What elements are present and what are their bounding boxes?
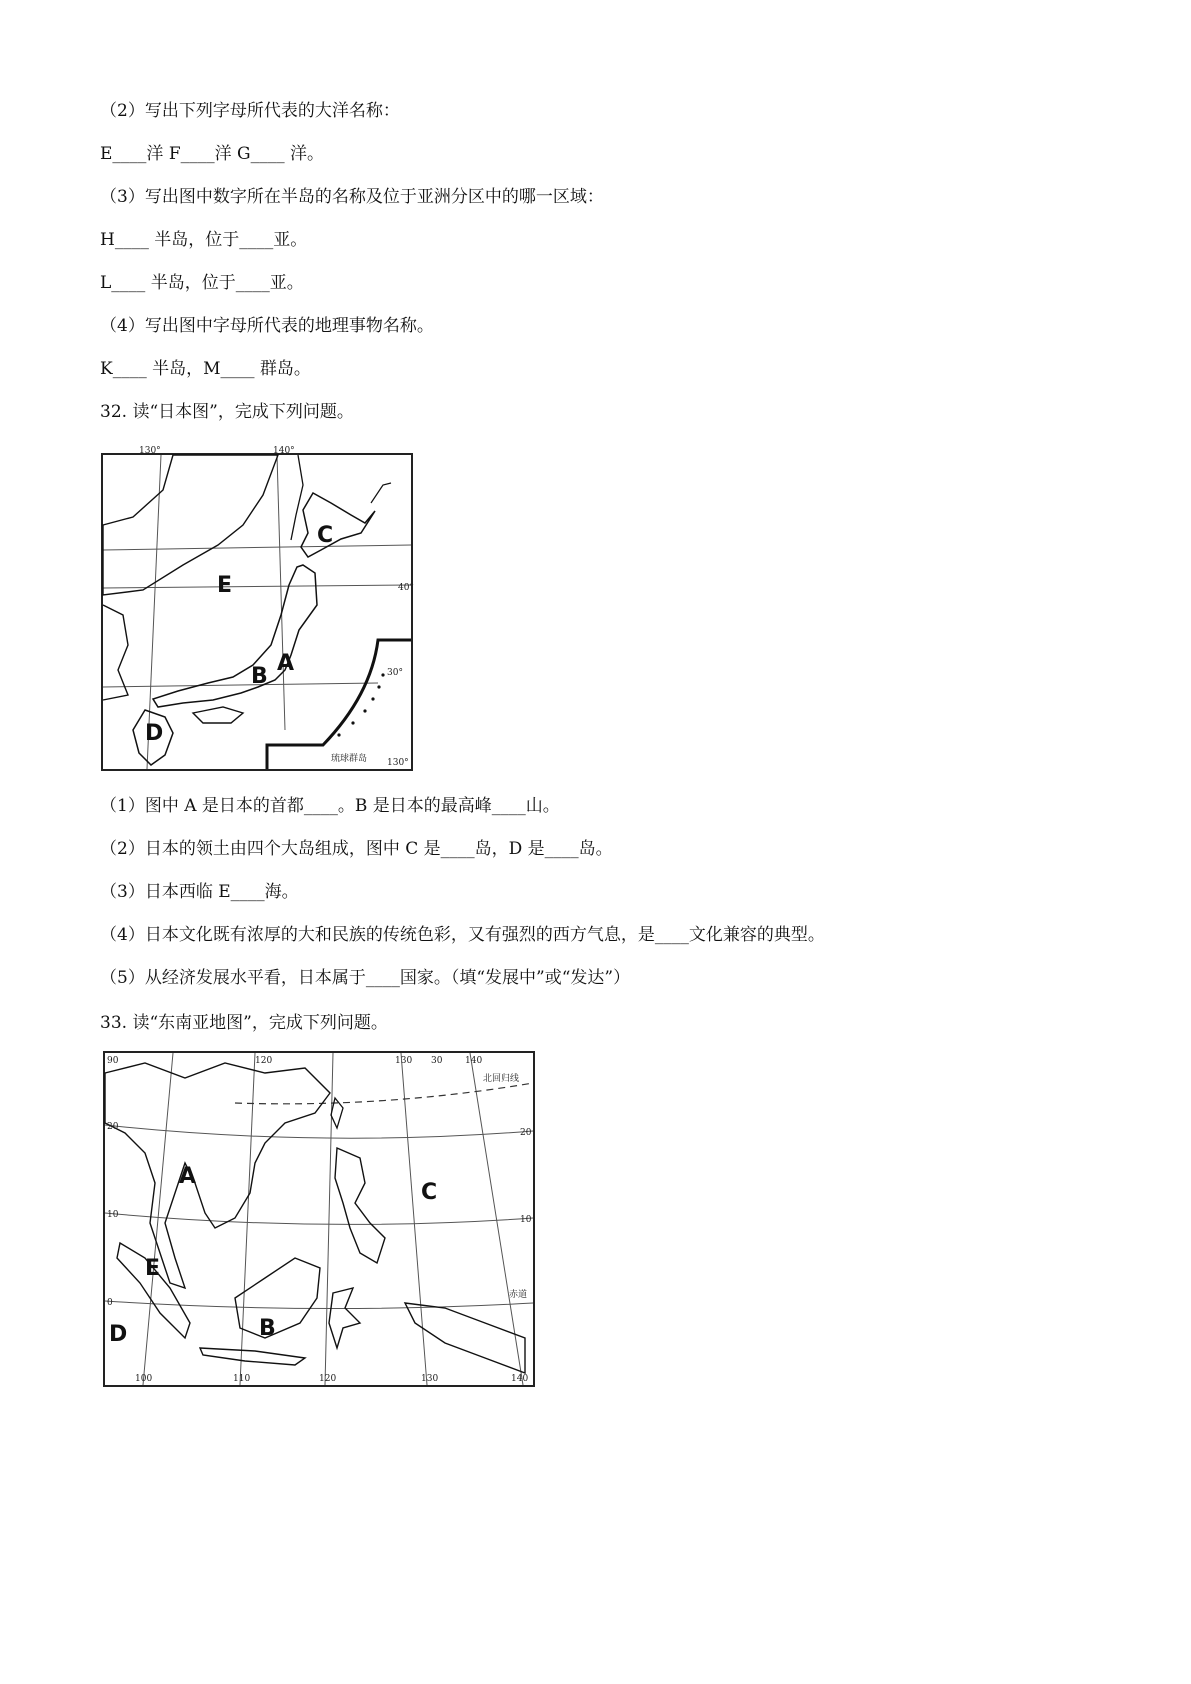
- se-top-tick-90: 90: [107, 1056, 119, 1066]
- q32-question-2: （2）日本的领土由四个大岛组成，图中 C 是____岛，D 是____岛。: [100, 839, 613, 859]
- japan-label-a: A: [277, 651, 295, 676]
- q32-question-1: （1）图中 A 是日本的首都____。B 是日本的最高峰____山。: [100, 796, 560, 816]
- q33-title: 33. 读“东南亚地图”，完成下列问题。: [100, 1013, 388, 1033]
- japan-label-d: D: [145, 721, 164, 746]
- se-bottom-tick-120: 120: [319, 1374, 337, 1384]
- lat-40-label: 40°: [398, 583, 414, 593]
- q31-part3-h: H____ 半岛，位于____亚。: [100, 230, 308, 250]
- inset-130-label: 130°: [387, 758, 409, 768]
- q31-part4-title: （4）写出图中字母所代表的地理事物名称。: [100, 316, 434, 336]
- q31-part2-title: （2）写出下列字母所代表的大洋名称：: [100, 101, 400, 121]
- sea-label-d: D: [109, 1322, 128, 1347]
- sea-label-a: A: [179, 1164, 197, 1189]
- lon-130-label: 130°: [139, 446, 161, 456]
- lon-140-label: 140°: [273, 446, 295, 456]
- tropic-of-cancer-label: 北回归线: [483, 1074, 520, 1084]
- q32-question-4: （4）日本文化既有浓厚的大和民族的传统色彩，又有强烈的西方气息，是____文化兼容的典型。: [100, 925, 825, 945]
- q31-part3-l: L____ 半岛，位于____亚。: [100, 273, 304, 293]
- se-bottom-tick-110: 110: [233, 1374, 251, 1384]
- equator-label: 赤道: [509, 1290, 528, 1300]
- southeast-asia-map: [103, 1051, 535, 1387]
- inset-30-label: 30°: [387, 668, 403, 678]
- se-bottom-tick-140: 140: [511, 1374, 529, 1384]
- q32-question-5: （5）从经济发展水平看，日本属于____国家。（填“发展中”或“发达”）: [100, 968, 631, 988]
- se-top-tick-140: 140: [465, 1056, 483, 1066]
- sea-label-b: B: [259, 1316, 276, 1341]
- se-left-tick-0: 0: [107, 1298, 113, 1308]
- se-top-tick-130: 130: [395, 1056, 413, 1066]
- se-top-tick-120: 120: [255, 1056, 273, 1066]
- ryukyu-label: 琉球群岛: [331, 754, 368, 764]
- q31-part4-answer: K____ 半岛，M____ 群岛。: [100, 359, 311, 379]
- se-right-tick-10: 10: [520, 1215, 532, 1225]
- sea-label-c: C: [421, 1180, 438, 1205]
- se-left-tick-10: 10: [107, 1210, 119, 1220]
- se-bottom-tick-100: 100: [135, 1374, 153, 1384]
- se-left-tick-20: 20: [107, 1122, 119, 1132]
- q31-part3-title: （3）写出图中数字所在半岛的名称及位于亚洲分区中的哪一区域：: [100, 187, 604, 207]
- sea-label-e: E: [145, 1256, 161, 1281]
- q31-part2-answer: E____洋 F____洋 G____ 洋。: [100, 144, 324, 164]
- japan-label-b: B: [251, 664, 268, 689]
- q32-title: 32. 读“日本图”，完成下列问题。: [100, 402, 354, 422]
- q32-question-3: （3）日本西临 E____海。: [100, 882, 299, 902]
- japan-label-c: C: [317, 523, 334, 548]
- se-bottom-tick-130: 130: [421, 1374, 439, 1384]
- se-right-tick-20: 20: [520, 1128, 532, 1138]
- se-top-tick-30: 30: [431, 1056, 443, 1066]
- japan-label-e: E: [217, 573, 233, 598]
- japan-map: [101, 446, 414, 771]
